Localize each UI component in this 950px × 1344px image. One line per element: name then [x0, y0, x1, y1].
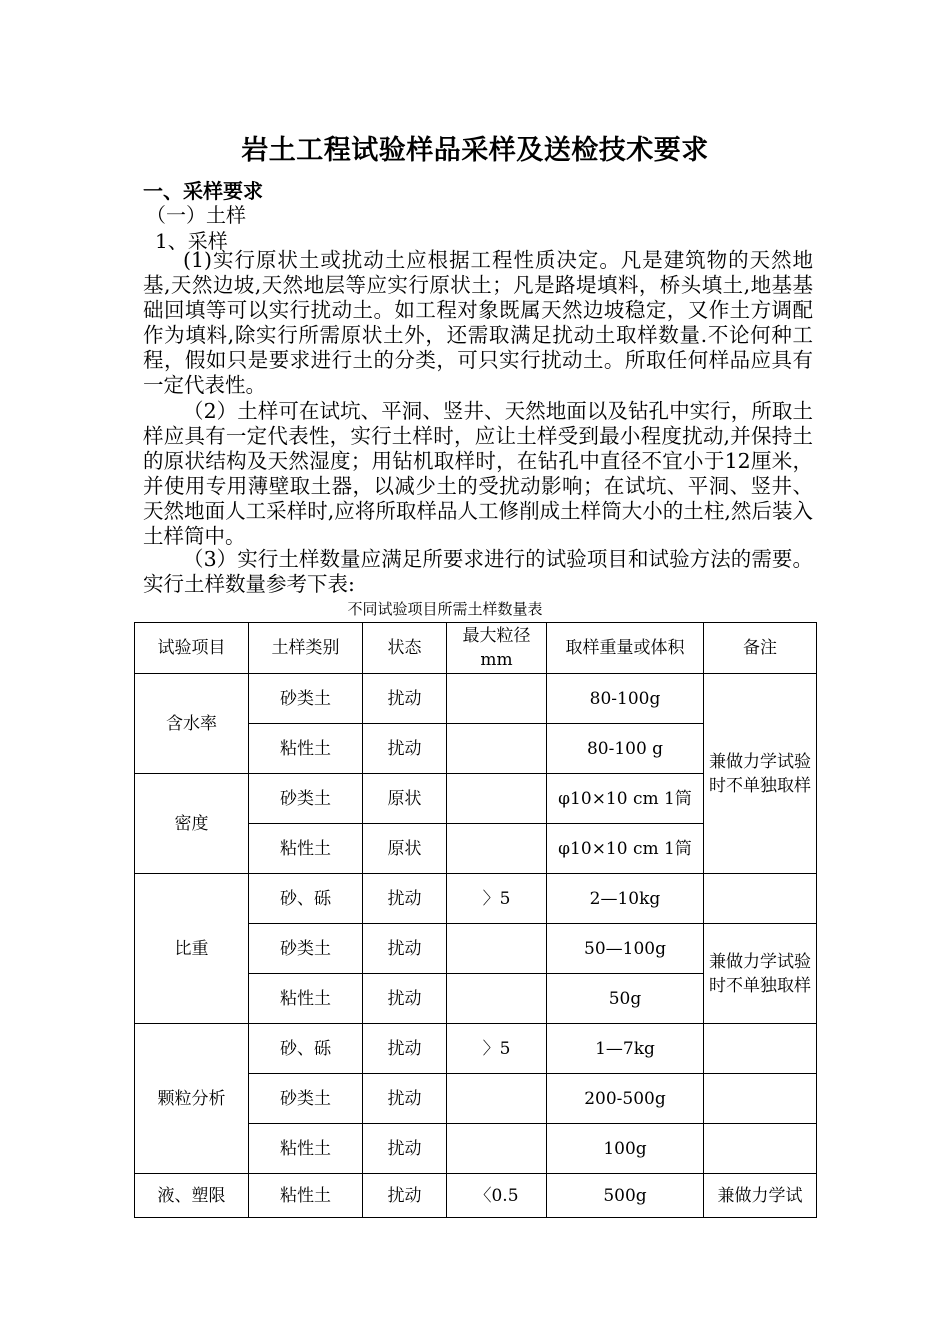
note-cell: 兼做力学试验时不单独取样	[704, 674, 817, 874]
note-cell	[704, 1074, 817, 1124]
header-cell: 状态	[363, 623, 447, 674]
sample-quantity-table	[134, 622, 817, 1218]
state-cell: 扰动	[363, 874, 447, 924]
item-cell: 比重	[135, 874, 249, 1024]
table-header-row	[135, 623, 817, 674]
note-cell: 兼做力学试	[704, 1174, 817, 1218]
note-cell	[704, 1024, 817, 1074]
type-cell: 粘性土	[249, 1174, 363, 1218]
amount-cell: 80-100 g	[547, 724, 704, 774]
size-cell: 〉5	[447, 1024, 547, 1074]
type-cell: 砂类土	[249, 774, 363, 824]
amount-cell: 80-100g	[547, 674, 704, 724]
type-cell: 砂、砾	[249, 1024, 363, 1074]
table-row	[135, 1174, 817, 1218]
state-cell: 扰动	[363, 974, 447, 1024]
size-cell	[447, 1124, 547, 1174]
amount-cell: 100g	[547, 1124, 704, 1174]
type-cell: 粘性土	[249, 724, 363, 774]
size-cell	[447, 924, 547, 974]
type-cell: 粘性土	[249, 1124, 363, 1174]
note-cell	[704, 874, 817, 924]
header-cell: 试验项目	[135, 623, 249, 674]
size-cell	[447, 724, 547, 774]
size-cell: 〉5	[447, 874, 547, 924]
item-cell: 液、塑限	[135, 1174, 249, 1218]
amount-cell: φ10×10 cm 1筒	[547, 824, 704, 874]
type-cell: 砂、砾	[249, 874, 363, 924]
state-cell: 原状	[363, 824, 447, 874]
item-cell: 含水率	[135, 674, 249, 774]
table-row	[135, 874, 817, 924]
amount-cell: 2—10kg	[547, 874, 704, 924]
size-cell	[447, 674, 547, 724]
note-cell: 兼做力学试验时不单独取样	[704, 924, 817, 1024]
paragraph-3: （3）实行土样数量应满足所要求进行的试验项目和试验方法的需要。实行土样数量参考下表:	[143, 547, 813, 596]
size-cell	[447, 774, 547, 824]
type-cell: 粘性土	[249, 974, 363, 1024]
amount-cell: 1—7kg	[547, 1024, 704, 1074]
amount-cell: 200-500g	[547, 1074, 704, 1124]
table-row	[135, 1024, 817, 1074]
state-cell: 扰动	[363, 1024, 447, 1074]
paragraph-1: (1)实行原状土或扰动土应根据工程性质决定。凡是建筑物的天然地基,天然边坡,天然地层等应实行原状土；凡是路堤填料，桥头填土,地基基础回填等可以实行扰动土。如工程对象既属天然边坡稳定，又作土方调配作为填料,除实行所需原状土外，还需取满足扰动土取样数量.不论何种工程，假如只是要求进行土的分类，可只实行扰动土。所取任何样品应具有一定代表性。	[143, 248, 813, 397]
header-cell: 土样类别	[249, 623, 363, 674]
header-cell: 取样重量或体积	[547, 623, 704, 674]
subsection-heading: （一）土样	[146, 203, 246, 227]
header-cell: 最大粒径mm	[447, 623, 547, 674]
state-cell: 扰动	[363, 924, 447, 974]
header-cell: 备注	[704, 623, 817, 674]
section-heading: 一、采样要求	[143, 179, 263, 203]
state-cell: 扰动	[363, 674, 447, 724]
type-cell: 砂类土	[249, 1074, 363, 1124]
amount-cell: 50—100g	[547, 924, 704, 974]
state-cell: 扰动	[363, 724, 447, 774]
amount-cell: 50g	[547, 974, 704, 1024]
state-cell: 扰动	[363, 1174, 447, 1218]
amount-cell: φ10×10 cm 1筒	[547, 774, 704, 824]
type-cell: 砂类土	[249, 674, 363, 724]
size-cell	[447, 824, 547, 874]
item-cell: 密度	[135, 774, 249, 874]
type-cell: 粘性土	[249, 824, 363, 874]
state-cell: 扰动	[363, 1074, 447, 1124]
size-cell: 〈0.5	[447, 1174, 547, 1218]
item-cell: 颗粒分析	[135, 1024, 249, 1174]
state-cell: 原状	[363, 774, 447, 824]
subsubsection-heading: 1、采样	[155, 229, 228, 253]
table-row	[135, 674, 817, 724]
paragraph-2: （2）土样可在试坑、平洞、竖井、天然地面以及钻孔中实行，所取土样应具有一定代表性，实行土样时，应让土样受到最小程度扰动,并保持土的原状结构及天然湿度；用钻机取样时，在钻孔中直径不宜小于12厘米，并使用专用薄壁取土器，以减少土的受扰动影响；在试坑、平洞、竖井、天然地面人工采样时,应将所取样品人工修削成土样筒大小的土柱,然后装入土样筒中。	[143, 399, 813, 548]
state-cell: 扰动	[363, 1124, 447, 1174]
page-title: 岩土工程试验样品采样及送检技术要求	[241, 135, 709, 166]
size-cell	[447, 1074, 547, 1124]
table-caption: 不同试验项目所需土样数量表	[347, 600, 543, 618]
note-cell	[704, 1124, 817, 1174]
type-cell: 砂类土	[249, 924, 363, 974]
size-cell	[447, 974, 547, 1024]
amount-cell: 500g	[547, 1174, 704, 1218]
